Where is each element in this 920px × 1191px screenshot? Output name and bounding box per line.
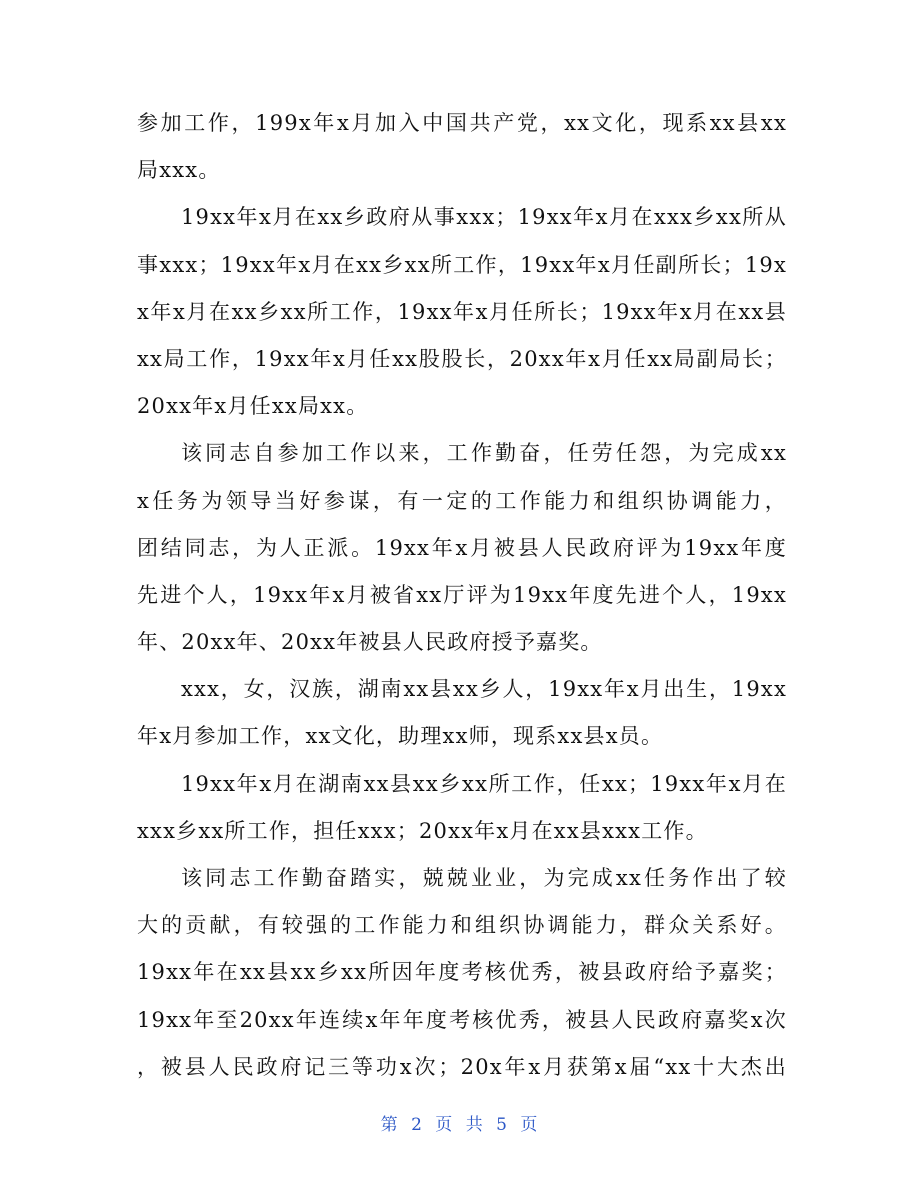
text-line: 团结同志，为人正派。19xx年x月被县人民政府评为19xx年度 bbox=[137, 535, 787, 560]
text-line: x任务为领导当好参谋，有一定的工作能力和组织协调能力， bbox=[137, 488, 787, 513]
text-line: 事xxx；19xx年x月在xx乡xx所工作，19xx年x月任副所长；19x bbox=[137, 252, 787, 277]
text-line: 19xx年x月在xx乡政府从事xxx；19xx年x月在xxx乡xx所从 bbox=[181, 205, 787, 230]
text-line: x年x月在xx乡xx所工作，19xx年x月任所长；19xx年x月在xx县 bbox=[137, 299, 787, 324]
text-line: 19xx年x月在湖南xx县xx乡xx所工作，任xx；19xx年x月在 bbox=[181, 771, 787, 796]
text-line: ，被县人民政府记三等功x次；20x年x月获第x届“xx十大杰出 bbox=[137, 1054, 787, 1079]
text-line: 局xxx。 bbox=[137, 158, 221, 183]
text-line: 先进个人，19xx年x月被省xx厅评为19xx年度先进个人，19xx bbox=[137, 582, 787, 607]
text-line: 19xx年至20xx年连续x年年度考核优秀，被县人民政府嘉奖x次 bbox=[137, 1007, 787, 1032]
page-number-footer: 第 2 页 共 5 页 bbox=[380, 1115, 540, 1135]
text-line: 该同志工作勤奋踏实，兢兢业业，为完成xx任务作出了较 bbox=[181, 866, 787, 890]
document-body bbox=[137, 100, 787, 1091]
text-line: xx局工作，19xx年x月任xx股股长，20xx年x月任xx局副局长； bbox=[137, 346, 787, 371]
text-line: 19xx年在xx县xx乡xx所因年度考核优秀，被县政府给予嘉奖； bbox=[137, 960, 787, 985]
text-line: 参加工作，199x年x月加入中国共产党，xx文化，现系xx县xx bbox=[137, 111, 787, 135]
text-line: xxx乡xx所工作，担任xxx；20xx年x月在xx县xxx工作。 bbox=[137, 818, 708, 843]
text-line: xxx，女，汉族，湖南xx县xx乡人，19xx年x月出生，19xx bbox=[181, 677, 787, 702]
text-line: 大的贡献，有较强的工作能力和组织协调能力，群众关系好。 bbox=[137, 913, 787, 938]
text-line: 20xx年x月任xx局xx。 bbox=[137, 394, 369, 419]
text-line: 年x月参加工作，xx文化，助理xx师，现系xx县x员。 bbox=[137, 724, 664, 749]
text-line: 年、20xx年、20xx年被县人民政府授予嘉奖。 bbox=[137, 630, 603, 655]
text-line: 该同志自参加工作以来，工作勤奋，任劳任怨，为完成xx bbox=[181, 441, 787, 466]
